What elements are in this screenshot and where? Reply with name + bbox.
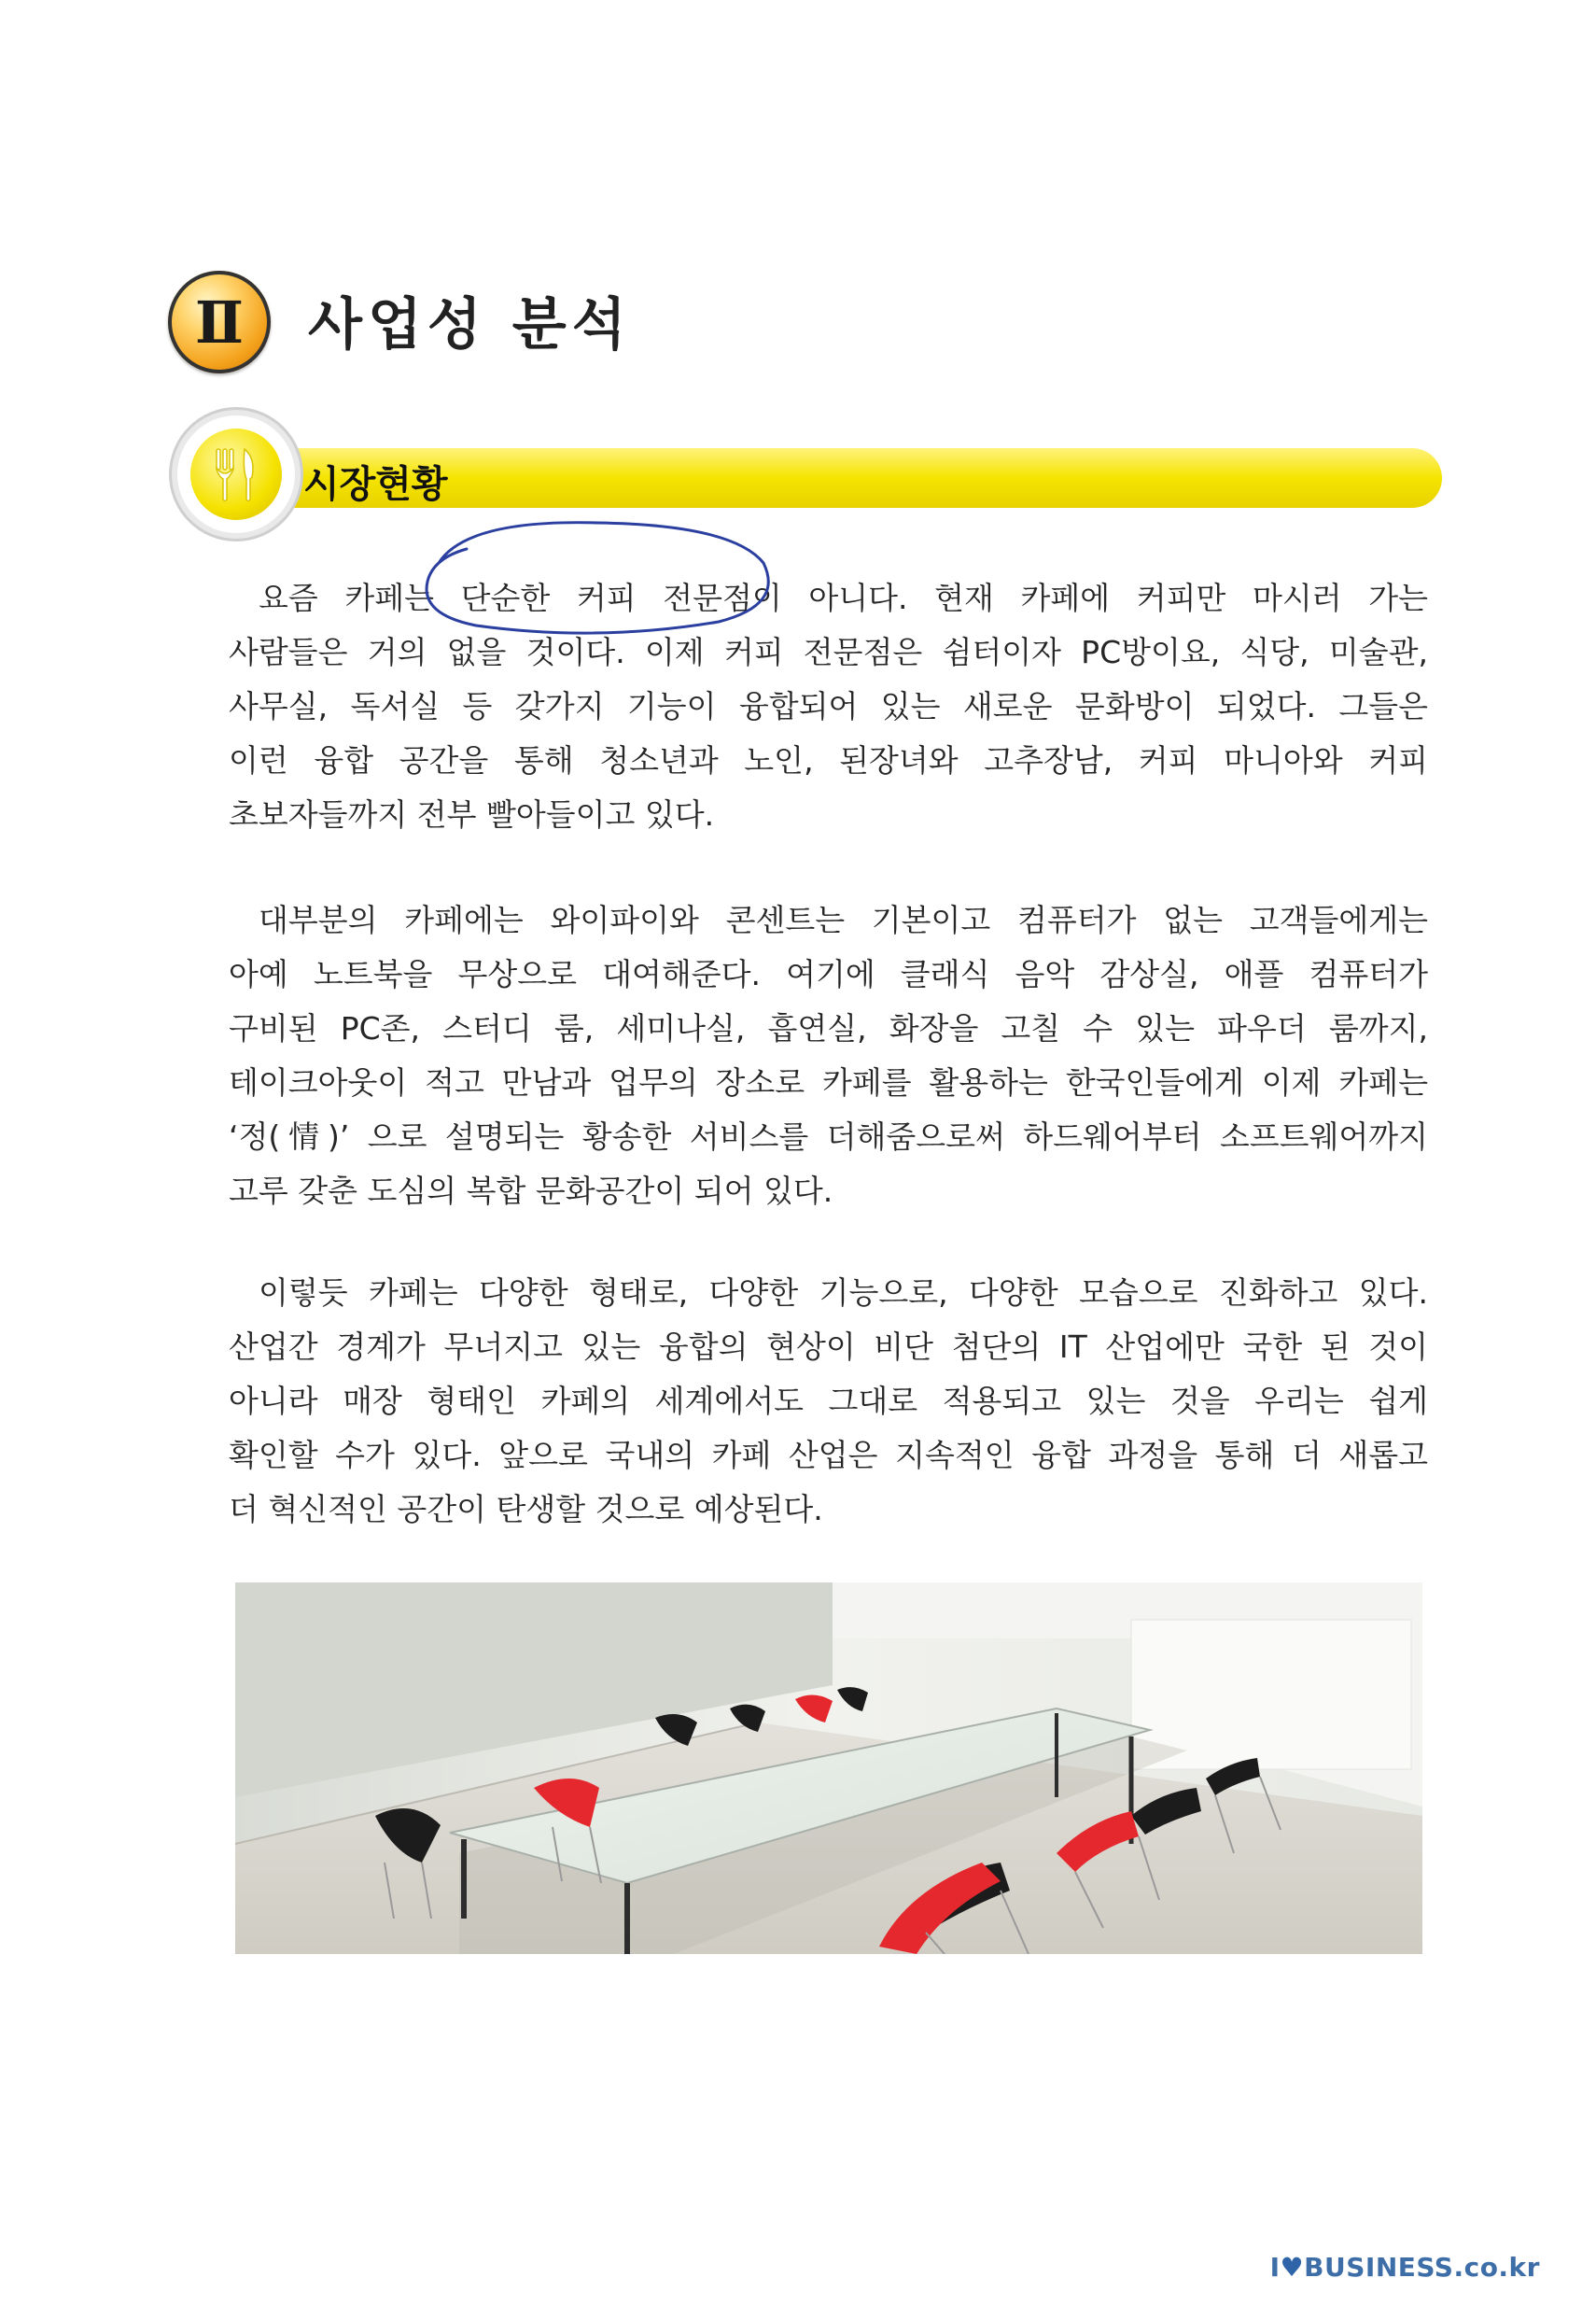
paragraph-line: 사무실, 독서실 등 갖가지 기능이 융합되어 있는 새로운 문화방이 되었다. 그들은 [229,688,1428,724]
chapter-numeral: Ⅱ [194,288,239,357]
paragraph-line: 이렇듯 카페는 다양한 형태로, 다양한 기능으로, 다양한 모습으로 진화하고 있다. [259,1274,1428,1311]
fork-knife-icon [203,442,269,507]
chapter-title: 사업성 분석 [308,292,632,358]
paragraph-2 [229,893,1428,1218]
paragraph-line: 아니라 매장 형태인 카페의 세계에서도 그대로 적용되고 있는 것을 우리는 쉽게 [229,1383,1428,1419]
footer-brand-suffix: BUSINESS.co.kr [1304,2252,1540,2283]
section-header-bar [280,448,1442,508]
paragraph-line: 대부분의 카페에는 와이파이와 콘센트는 기본이고 컴퓨터가 없는 고객들에게는 [259,902,1428,938]
paragraph-line: 사람들은 거의 없을 것이다. 이제 커피 전문점은 쉼터이자 PC방이요, 식당, 미술관, [229,634,1428,670]
section-title: 시장현황 [303,463,448,506]
paragraph-line: 구비된 PC존, 스터디 룸, 세미나실, 흡연실, 화장을 고칠 수 있는 파우더 룸까지, [229,1010,1428,1047]
paragraph-line: 확인할 수가 있다. 앞으로 국내의 카페 산업은 지속적인 융합 과정을 통해 더 새롭고 [229,1437,1428,1473]
section-icon-badge [177,415,295,533]
paragraph-line: 아예 노트북을 무상으로 대여해준다. 여기에 클래식 음악 감상실, 애플 컴퓨터가 [229,956,1428,992]
paragraph-line: 테이크아웃이 적고 만남과 업무의 장소로 카페를 활용하는 한국인들에게 이제 카페는 [229,1064,1428,1101]
paragraph-line: 요즘 카페는 단순한 커피 전문점이 아니다. 현재 카페에 커피만 마시러 가는 [259,580,1428,616]
meeting-room-photo [235,1582,1422,1954]
heart-icon: ♥ [1280,2252,1305,2283]
paragraph-line: 더 혁신적인 공간이 탄생할 것으로 예상된다. [229,1491,823,1527]
paragraph-line: 산업간 경계가 무너지고 있는 융합의 현상이 비단 첨단의 IT 산업에만 국한 된 것이 [229,1329,1428,1365]
paragraph-line: 이런 융합 공간을 통해 청소년과 노인, 된장녀와 고추장남, 커피 마니아와 커피 [229,742,1428,779]
paragraph-line: ‘정(情)’ 으로 설명되는 황송한 서비스를 더해줌으로써 하드웨어부터 소프트웨어까지 [229,1118,1428,1155]
footer-brand [1270,2252,1540,2283]
paragraph-3 [229,1266,1428,1537]
footer-brand-prefix: I [1269,2252,1281,2283]
chapter-number-badge [168,271,271,373]
paragraph-line: 고루 갖춘 도심의 복합 문화공간이 되어 있다. [229,1173,833,1209]
paragraph-1 [229,571,1428,842]
paragraph-line: 초보자들까지 전부 빨아들이고 있다. [229,796,715,833]
